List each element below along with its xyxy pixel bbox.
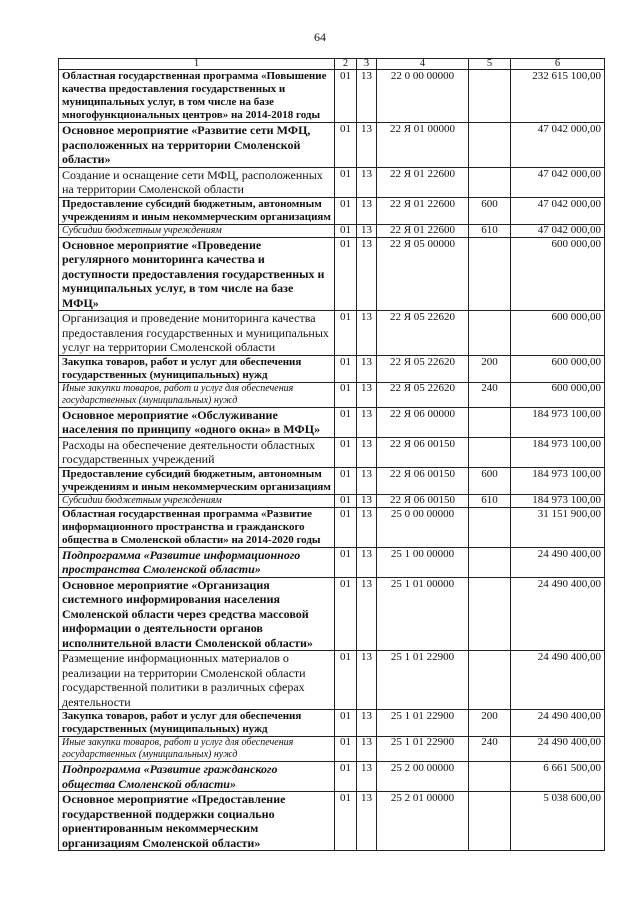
expense-type-code: 240 (469, 737, 511, 762)
section-code: 01 (335, 651, 357, 710)
expense-type-code (469, 70, 511, 123)
target-article-code: 22 0 00 00000 (377, 70, 469, 123)
table-row (59, 224, 605, 237)
item-name: Закупка товаров, работ и услуг для обеспечения государственных (муниципальных) нужд (59, 710, 335, 737)
amount: 24 490 400,00 (511, 710, 605, 737)
amount: 24 490 400,00 (511, 547, 605, 577)
budget-table (58, 58, 605, 851)
subsection-code: 13 (357, 437, 377, 467)
table-row (59, 547, 605, 577)
header-cell: 5 (469, 59, 511, 70)
item-name: Создание и оснащение сети МФЦ, расположенных на территории Смоленской области (59, 167, 335, 197)
expense-type-code: 240 (469, 382, 511, 407)
table-row (59, 407, 605, 437)
subsection-code: 13 (357, 355, 377, 382)
expense-type-code: 200 (469, 355, 511, 382)
target-article-code: 25 1 01 22900 (377, 737, 469, 762)
section-code: 01 (335, 792, 357, 851)
target-article-code: 22 Я 01 22600 (377, 167, 469, 197)
item-name: Субсидии бюджетным учреждениям (59, 224, 335, 237)
subsection-code: 13 (357, 547, 377, 577)
subsection-code: 13 (357, 197, 377, 224)
section-code: 01 (335, 547, 357, 577)
target-article-code: 22 Я 06 00000 (377, 407, 469, 437)
amount: 47 042 000,00 (511, 123, 605, 168)
target-article-code: 22 Я 01 00000 (377, 123, 469, 168)
item-name: Размещение информационных материалов о реализации на территории Смоленской области государственной политики в различных сферах деятельности (59, 651, 335, 710)
subsection-code: 13 (357, 467, 377, 494)
item-name: Основное мероприятие «Обслуживание населения по принципу «одного окна» в МФЦ» (59, 407, 335, 437)
table-row (59, 507, 605, 547)
section-code: 01 (335, 355, 357, 382)
item-name: Предоставление субсидий бюджетным, автономным учреждениям и иным некоммерческим организациям (59, 197, 335, 224)
item-name: Областная государственная программа «Развитие информационного пространства и гражданского общества в Смоленской области» на 2014-2020 годы (59, 507, 335, 547)
table-row (59, 237, 605, 311)
target-article-code: 25 1 01 00000 (377, 577, 469, 651)
section-code: 01 (335, 762, 357, 792)
amount: 5 038 600,00 (511, 792, 605, 851)
subsection-code: 13 (357, 737, 377, 762)
table-row (59, 494, 605, 507)
expense-type-code (469, 407, 511, 437)
section-code: 01 (335, 311, 357, 356)
target-article-code: 25 2 00 00000 (377, 762, 469, 792)
subsection-code: 13 (357, 123, 377, 168)
header-cell: 6 (511, 59, 605, 70)
item-name: Расходы на обеспечение деятельности областных государственных учреждений (59, 437, 335, 467)
amount: 600 000,00 (511, 355, 605, 382)
section-code: 01 (335, 710, 357, 737)
target-article-code: 22 Я 06 00150 (377, 494, 469, 507)
item-name: Основное мероприятие «Развитие сети МФЦ, расположенных на территории Смоленской области» (59, 123, 335, 168)
amount: 47 042 000,00 (511, 224, 605, 237)
subsection-code: 13 (357, 382, 377, 407)
section-code: 01 (335, 123, 357, 168)
item-name: Подпрограмма «Развитие информационного пространства Смоленской области» (59, 547, 335, 577)
target-article-code: 22 Я 01 22600 (377, 224, 469, 237)
subsection-code: 13 (357, 311, 377, 356)
expense-type-code: 600 (469, 467, 511, 494)
amount: 47 042 000,00 (511, 167, 605, 197)
amount: 600 000,00 (511, 382, 605, 407)
subsection-code: 13 (357, 651, 377, 710)
section-code: 01 (335, 467, 357, 494)
subsection-code: 13 (357, 224, 377, 237)
section-code: 01 (335, 507, 357, 547)
target-article-code: 22 Я 05 22620 (377, 355, 469, 382)
table-row (59, 355, 605, 382)
expense-type-code (469, 547, 511, 577)
header-cell: 2 (335, 59, 357, 70)
table-row (59, 123, 605, 168)
section-code: 01 (335, 494, 357, 507)
expense-type-code: 610 (469, 224, 511, 237)
expense-type-code: 610 (469, 494, 511, 507)
expense-type-code (469, 651, 511, 710)
section-code: 01 (335, 577, 357, 651)
amount: 24 490 400,00 (511, 651, 605, 710)
expense-type-code (469, 311, 511, 356)
table-row (59, 70, 605, 123)
table-row (59, 197, 605, 224)
target-article-code: 25 1 01 22900 (377, 710, 469, 737)
expense-type-code: 200 (469, 710, 511, 737)
table-row (59, 762, 605, 792)
subsection-code: 13 (357, 762, 377, 792)
expense-type-code (469, 792, 511, 851)
table-row (59, 651, 605, 710)
item-name: Основное мероприятие «Проведение регулярного мониторинга качества и доступности предоставления государственных и муниципальных услуг, в том числе на базе МФЦ» (59, 237, 335, 311)
item-name: Иные закупки товаров, работ и услуг для обеспечения государственных (муниципальных) нужд (59, 737, 335, 762)
amount: 184 973 100,00 (511, 494, 605, 507)
section-code: 01 (335, 237, 357, 311)
expense-type-code (469, 577, 511, 651)
target-article-code: 22 Я 05 22620 (377, 311, 469, 356)
section-code: 01 (335, 70, 357, 123)
header-cell: 3 (357, 59, 377, 70)
table-row (59, 577, 605, 651)
section-code: 01 (335, 224, 357, 237)
expense-type-code (469, 237, 511, 311)
amount: 184 973 100,00 (511, 437, 605, 467)
amount: 184 973 100,00 (511, 467, 605, 494)
table-row (59, 467, 605, 494)
expense-type-code (469, 762, 511, 792)
item-name: Областная государственная программа «Повышение качества предоставления государственных и муниципальных услуг, в том числе на базе многофункциональных центров» на 2014-2018 годы (59, 70, 335, 123)
item-name: Предоставление субсидий бюджетным, автономным учреждениям и иным некоммерческим организациям (59, 467, 335, 494)
section-code: 01 (335, 737, 357, 762)
amount: 31 151 900,00 (511, 507, 605, 547)
subsection-code: 13 (357, 792, 377, 851)
expense-type-code (469, 123, 511, 168)
section-code: 01 (335, 167, 357, 197)
subsection-code: 13 (357, 167, 377, 197)
subsection-code: 13 (357, 577, 377, 651)
section-code: 01 (335, 197, 357, 224)
subsection-code: 13 (357, 407, 377, 437)
table-row (59, 710, 605, 737)
item-name: Подпрограмма «Развитие гражданского общества Смоленской области» (59, 762, 335, 792)
subsection-code: 13 (357, 507, 377, 547)
item-name: Субсидии бюджетным учреждениям (59, 494, 335, 507)
item-name: Закупка товаров, работ и услуг для обеспечения государственных (муниципальных) нужд (59, 355, 335, 382)
target-article-code: 22 Я 05 00000 (377, 237, 469, 311)
target-article-code: 22 Я 06 00150 (377, 437, 469, 467)
table-row (59, 437, 605, 467)
target-article-code: 22 Я 01 22600 (377, 197, 469, 224)
target-article-code: 25 1 00 00000 (377, 547, 469, 577)
expense-type-code (469, 437, 511, 467)
subsection-code: 13 (357, 70, 377, 123)
amount: 232 615 100,00 (511, 70, 605, 123)
page-number: 64 (314, 30, 326, 44)
target-article-code: 22 Я 06 00150 (377, 467, 469, 494)
table-row (59, 737, 605, 762)
item-name: Организация и проведение мониторинга качества предоставления государственных и муниципальных услуг на территории Смоленской области (59, 311, 335, 356)
target-article-code: 22 Я 05 22620 (377, 382, 469, 407)
table-row (59, 311, 605, 356)
subsection-code: 13 (357, 710, 377, 737)
item-name: Основное мероприятие «Организация системного информирования населения Смоленской области через средства массовой информации о деятельности органов исполнительной власти Смоленской области» (59, 577, 335, 651)
expense-type-code (469, 167, 511, 197)
target-article-code: 25 2 01 00000 (377, 792, 469, 851)
table-row (59, 792, 605, 851)
amount: 184 973 100,00 (511, 407, 605, 437)
section-code: 01 (335, 407, 357, 437)
section-code: 01 (335, 437, 357, 467)
expense-type-code (469, 507, 511, 547)
amount: 600 000,00 (511, 311, 605, 356)
target-article-code: 25 0 00 00000 (377, 507, 469, 547)
header-cell: 4 (377, 59, 469, 70)
table-row (59, 167, 605, 197)
subsection-code: 13 (357, 494, 377, 507)
amount: 24 490 400,00 (511, 577, 605, 651)
table-row (59, 382, 605, 407)
amount: 47 042 000,00 (511, 197, 605, 224)
amount: 6 661 500,00 (511, 762, 605, 792)
item-name: Основное мероприятие «Предоставление государственной поддержки социально ориентированным некоммерческим организациям Смоленской области» (59, 792, 335, 851)
subsection-code: 13 (357, 237, 377, 311)
amount: 600 000,00 (511, 237, 605, 311)
expense-type-code: 600 (469, 197, 511, 224)
item-name: Иные закупки товаров, работ и услуг для обеспечения государственных (муниципальных) нужд (59, 382, 335, 407)
header-cell: 1 (59, 59, 335, 70)
header-row (59, 59, 605, 70)
amount: 24 490 400,00 (511, 737, 605, 762)
section-code: 01 (335, 382, 357, 407)
target-article-code: 25 1 01 22900 (377, 651, 469, 710)
